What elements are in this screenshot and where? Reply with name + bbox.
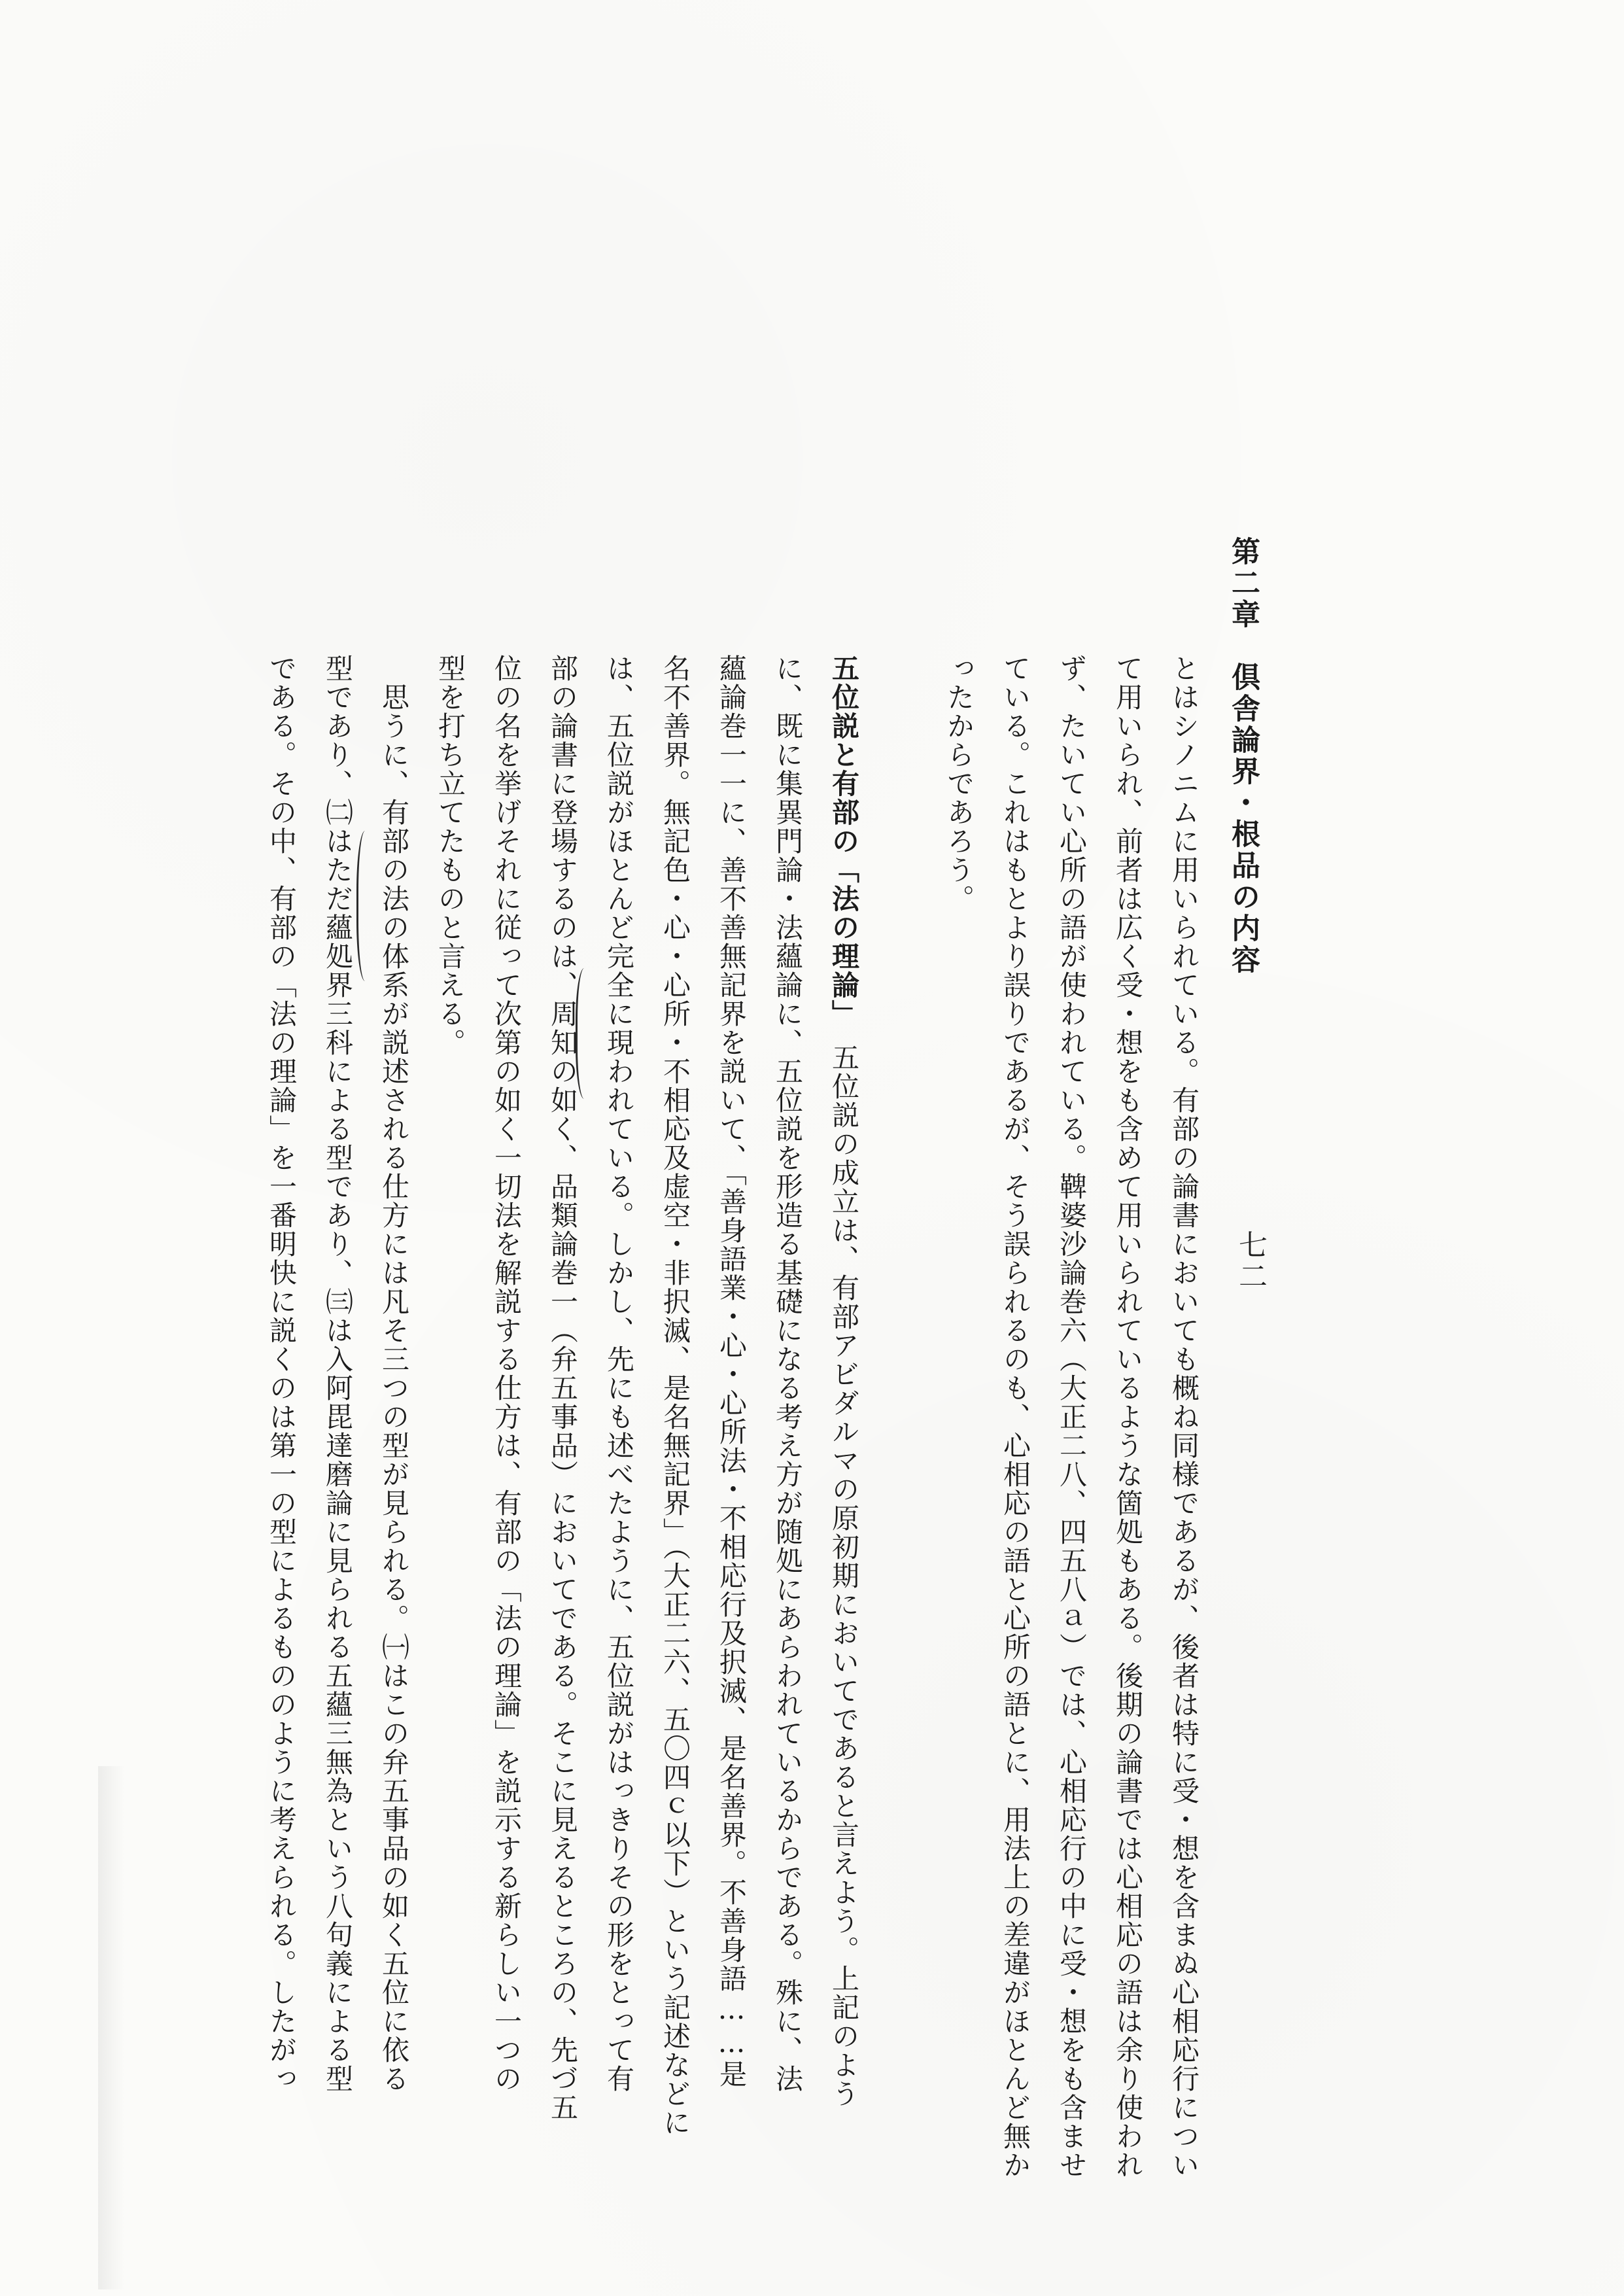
p2-line-3: 蘊論巻一一に、善不善無記界を説いて、「善身語業・心・心所法・不相応行及択滅、是名善界。不善身語……是: [716, 654, 748, 2089]
p3-line-1: 思うに、有部の法の体系が説述される仕方には凡そ三つの型が見られる。㈠はこの弁五事品の如く五位に依る: [378, 654, 410, 2093]
handwritten-mark-2: [356, 831, 378, 981]
p1-line-2: て用いられ、前者は広く受・想をも含めて用いられているような箇処もある。後期の論書では心相応の語は余り使われ: [1112, 654, 1144, 2180]
p2-line-1-rest: 五位説の成立は、有部アビダルマの原初期においてであると言えよう。上記のよう: [828, 1015, 860, 2108]
p1-line-1: とはシノニムに用いられている。有部の論書においても概ね同様であるが、後者は特に受・想を含まぬ心相応行につい: [1168, 654, 1200, 2180]
p3-line-2: 型であり、㈡はただ蘊処界三科による型であり、㈢は入阿毘達磨論に見られる五蘊三無為という八句義による型: [322, 654, 354, 2093]
p1-line-4: ている。これはもとより誤りであるが、そう誤られるのも、心相応の語と心所の語とに、用法上の差違がほとんど無か: [999, 654, 1031, 2180]
p3-line-3: である。その中、有部の「法の理論」を一番明快に説くのは第一の型によるもののように考えられる。したがっ: [266, 654, 298, 2093]
body-text: [80, 654, 1271, 2180]
page-number-text: 七二: [1234, 1230, 1267, 1293]
p2-line-5: は、五位説がほとんど完全に現われている。しかし、先にも述べたように、五位説がはっきりその形をとって有: [603, 654, 635, 2093]
chapter-title: 第二章 倶舎論界・根品の内容: [1226, 536, 1260, 976]
p2-line-4: 名不善界。無記色・心・心所・不相応及虚空・非択滅、是名無記界」（大正二六、五〇四ｃ以下）という記述などに: [659, 654, 691, 2137]
handwritten-mark-1: [576, 968, 597, 1099]
header-gap: [1212, 654, 1271, 2080]
p2-line-1: [816, 654, 872, 2108]
paragraph-gap: [872, 654, 931, 2080]
p1-line-5: ったからであろう。: [943, 654, 975, 913]
p1-line-3: ず、たいてい心所の語が使われている。鞞婆沙論巻六（大正二八、四五八ａ）では、心相応行の中に受・想をも含ませ: [1056, 654, 1088, 2180]
section-heading: 五位説と有部の「法の理論」: [828, 654, 860, 1015]
p2-line-7: 位の名を挙げそれに従って次第の如く一切法を解説する仕方は、有部の「法の理論」を説示する新らしい一つの: [491, 654, 523, 2093]
p2-line-8: 型を打ち立てたものと言える。: [434, 654, 466, 1057]
p2-line-2: に、既に集異門論・法蘊論に、五位説を形造る基礎になる考え方が随処にあらわれているからである。殊に、法: [772, 654, 804, 2093]
p2-line-6: 部の論書に登場するのは、周知の如く、品類論巻一（弁五事品）においてである。そこに見えるところの、先づ五: [547, 654, 579, 2122]
